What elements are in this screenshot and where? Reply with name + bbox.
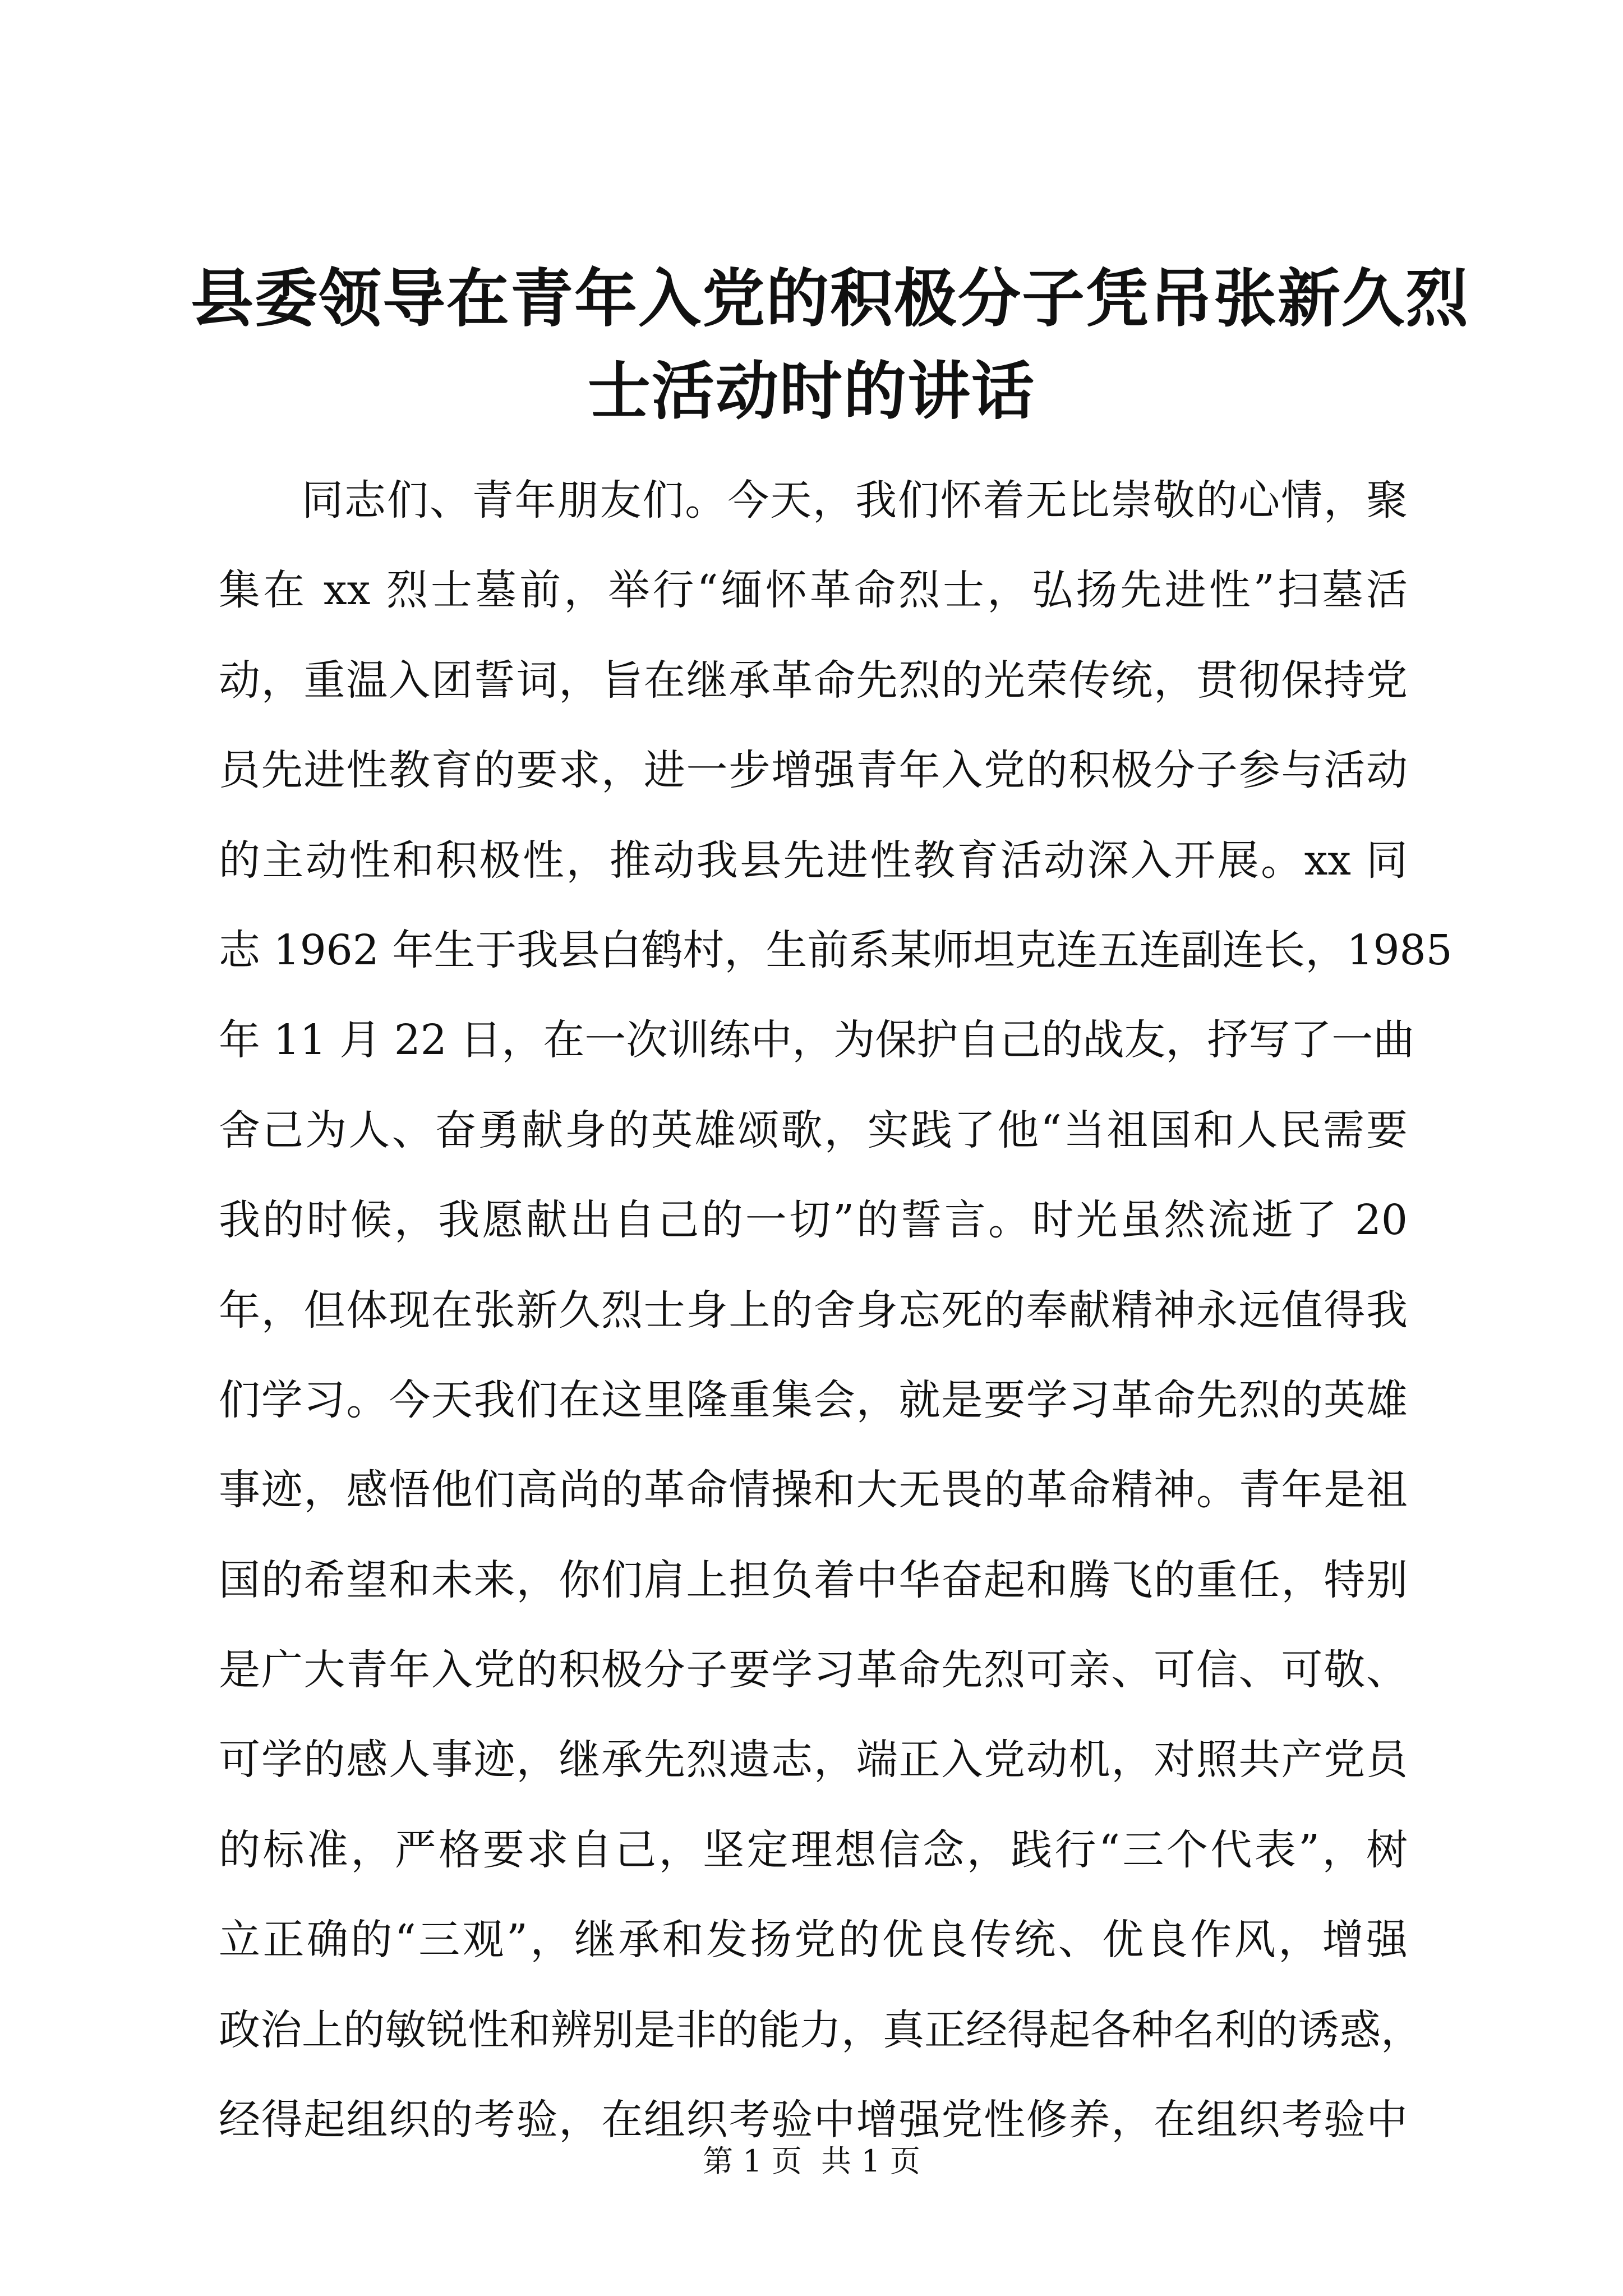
- body-line-7: 年 11 月 22 日，在一次训练中，为保护自己的战友，抒写了一曲: [219, 1016, 1415, 1065]
- body-line-1: 同志们、青年朋友们。今天，我们怀着无比崇敬的心情，聚: [302, 476, 1408, 524]
- body-line-15: 可学的感人事迹，继承先烈遗志，端正入党动机，对照共产党员: [219, 1736, 1408, 1784]
- body-line-4: 员先进性教育的要求，进一步增强青年入党的积极分子参与活动: [219, 746, 1408, 795]
- body-line-9: 我的时候，我愿献出自己的一切”的誓言。时光虽然流逝了 20: [219, 1196, 1408, 1245]
- document-title: [191, 252, 1469, 438]
- body-line-10: 年，但体现在张新久烈士身上的舍身忘死的奉献精神永远值得我: [219, 1286, 1408, 1335]
- body-line-14: 是广大青年入党的积极分子要学习革命先烈可亲、可信、可敬、: [219, 1646, 1408, 1695]
- body-line-12: 事迹，感悟他们高尚的革命情操和大无畏的革命精神。青年是祖: [219, 1466, 1408, 1515]
- body-line-11: 们学习。今天我们在这里隆重集会，就是要学习革命先烈的英雄: [219, 1375, 1408, 1424]
- body-line-5: 的主动性和积极性，推动我县先进性教育活动深入开展。xx 同: [219, 836, 1408, 885]
- body-line-6: 志 1962 年生于我县白鹤村，生前系某师坦克连五连副连长，1985: [219, 926, 1453, 974]
- body-line-2: 集在 xx 烈士墓前，举行“缅怀革命烈士，弘扬先进性”扫墓活: [219, 566, 1408, 615]
- body-line-19: 经得起组织的考验，在组织考验中增强党性修养，在组织考验中: [219, 2096, 1408, 2145]
- body-line-13: 国的希望和未来，你们肩上担负着中华奋起和腾飞的重任，特别: [219, 1556, 1408, 1604]
- body-line-8: 舍己为人、奋勇献身的英雄颂歌，实践了他“当祖国和人民需要: [219, 1106, 1408, 1154]
- body-line-16: 的标准，严格要求自己，坚定理想信念，践行“三个代表”，树: [219, 1825, 1408, 1874]
- page-footer: 第 1 页 共 1 页: [703, 2143, 920, 2179]
- title-line-1: 县委领导在青年入党的积极分子凭吊张新久烈: [191, 262, 1469, 335]
- body-line-18: 政治上的敏锐性和辨别是非的能力，真正经得起各种名利的诱惑，: [219, 2005, 1422, 2054]
- title-line-2: 士活动时的讲话: [588, 355, 1035, 428]
- speech-body: [219, 455, 1453, 2165]
- body-line-17: 立正确的“三观”，继承和发扬党的优良传统、优良作风，增强: [219, 1916, 1408, 1964]
- body-line-3: 动，重温入团誓词，旨在继承革命先烈的光荣传统，贯彻保持党: [219, 656, 1408, 705]
